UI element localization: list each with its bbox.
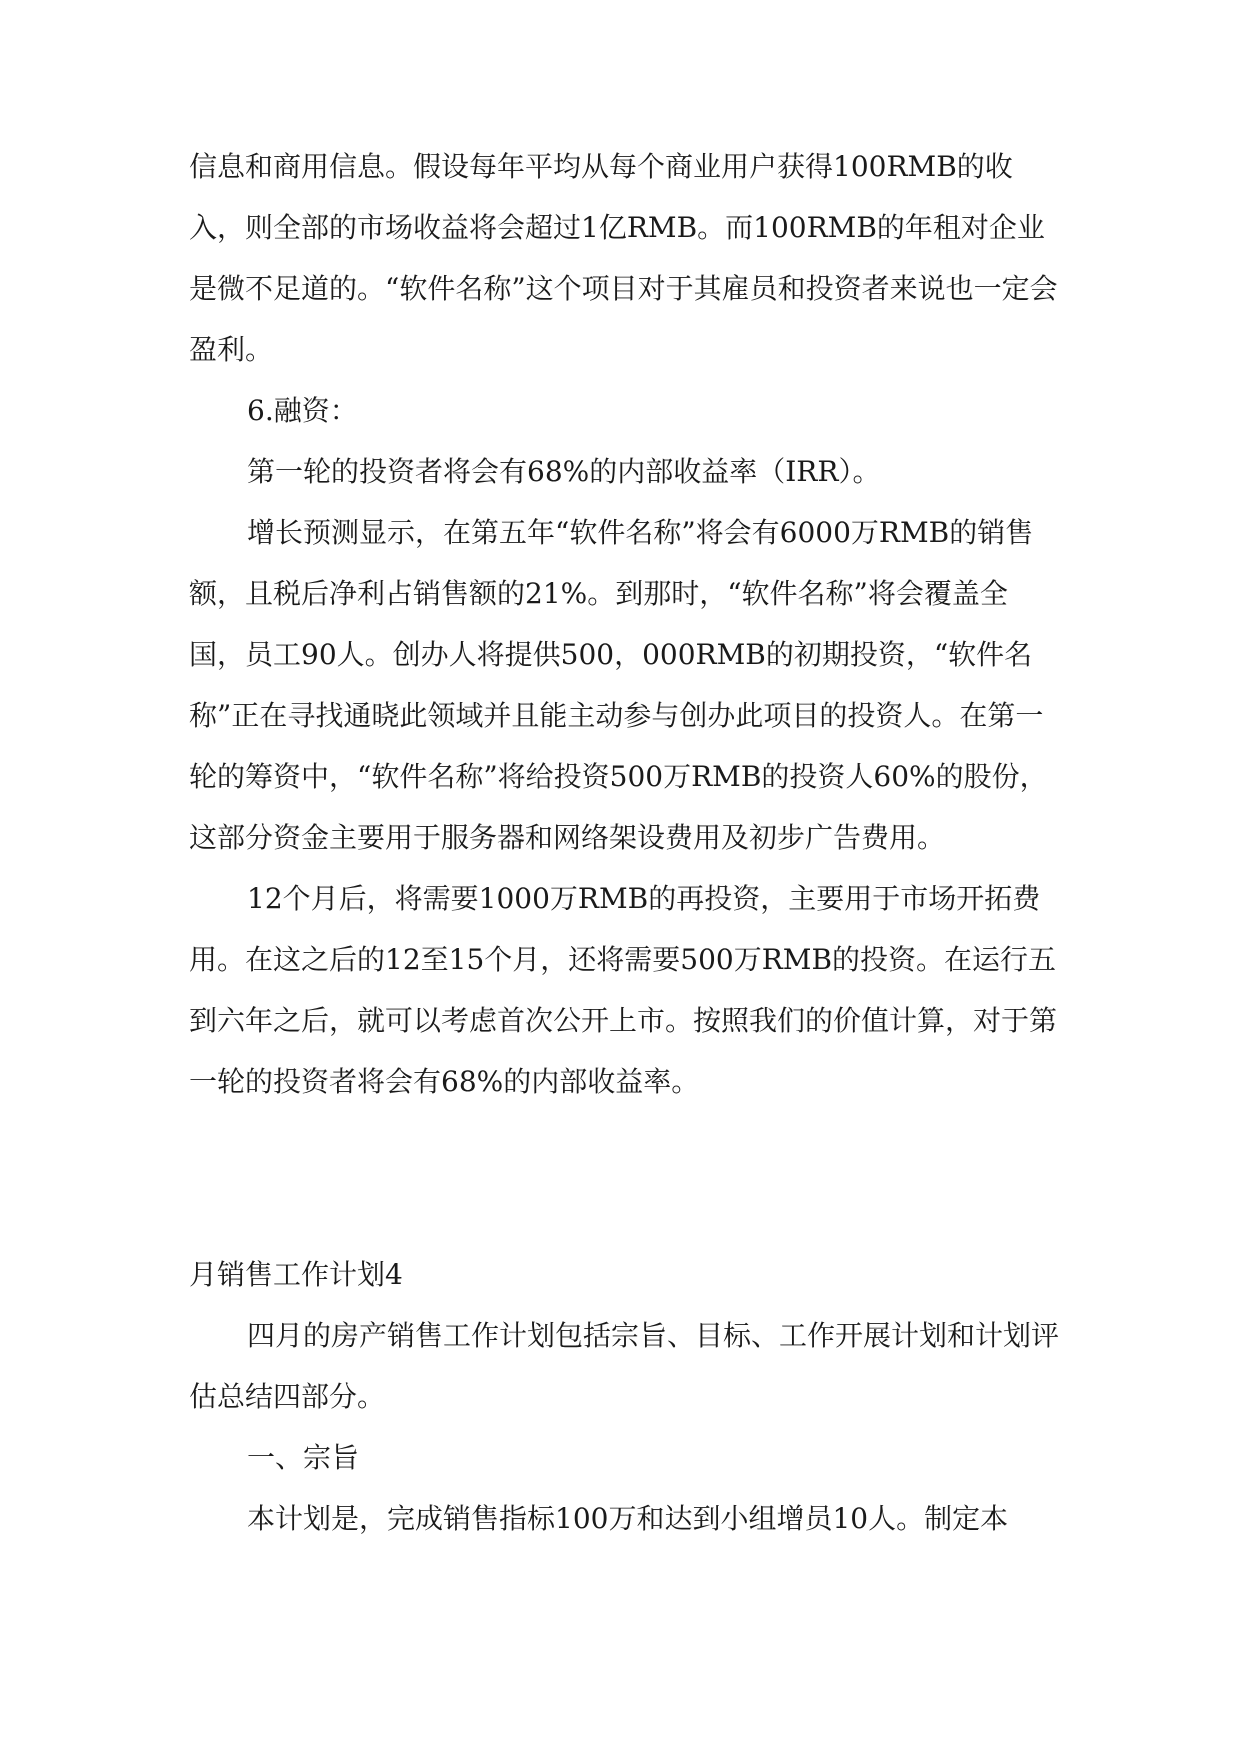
heading-purpose: 一、宗旨 xyxy=(247,1441,360,1474)
paragraph-growth-forecast: 增长预测显示，在第五年“软件名称”将会有6000万RMB的销售额，且税后净利占销售额的21%。到那时，“软件名称”将会覆盖全国，员工90人。创办人将提供500，000RMB的初期投资，“软件名称”正在寻找通晓此领域并且能主动参与创办此项目的投资人。在第一轮的筹资中，“软件名称”将给投资500万RMB的投资人60%的股份，这部分资金主要用于服务器和网络架设费用及初步广告费用。 xyxy=(189,516,1048,854)
paragraph-plan-overview: 四月的房产销售工作计划包括宗旨、目标、工作开展计划和计划评估总结四部分。 xyxy=(189,1319,1060,1413)
paragraph-purpose: 本计划是，完成销售指标100万和达到小组增员10人。制定本 xyxy=(247,1502,1009,1535)
document-body-section xyxy=(189,1244,1059,1549)
heading-financing: 6.融资： xyxy=(247,394,358,427)
paragraph-revenue: 信息和商用信息。假设每年平均从每个商业用户获得100RMB的收入，则全部的市场收益将会超过1亿RMB。而100RMB的年租对企业是微不足道的。“软件名称”这个项目对于其雇员和投资者来说也一定会盈利。 xyxy=(189,150,1058,366)
section-title: 月销售工作计划4 xyxy=(189,1258,403,1291)
paragraph-reinvestment: 12个月后，将需要1000万RMB的再投资，主要用于市场开拓费用。在这之后的12至15个月，还将需要500万RMB的投资。在运行五到六年之后，就可以考虑首次公开上市。按照我们的价值计算，对于第一轮的投资者将会有68%的内部收益率。 xyxy=(189,882,1058,1098)
document-body-top xyxy=(189,136,1059,1112)
paragraph-irr: 第一轮的投资者将会有68%的内部收益率（IRR）。 xyxy=(247,455,881,488)
